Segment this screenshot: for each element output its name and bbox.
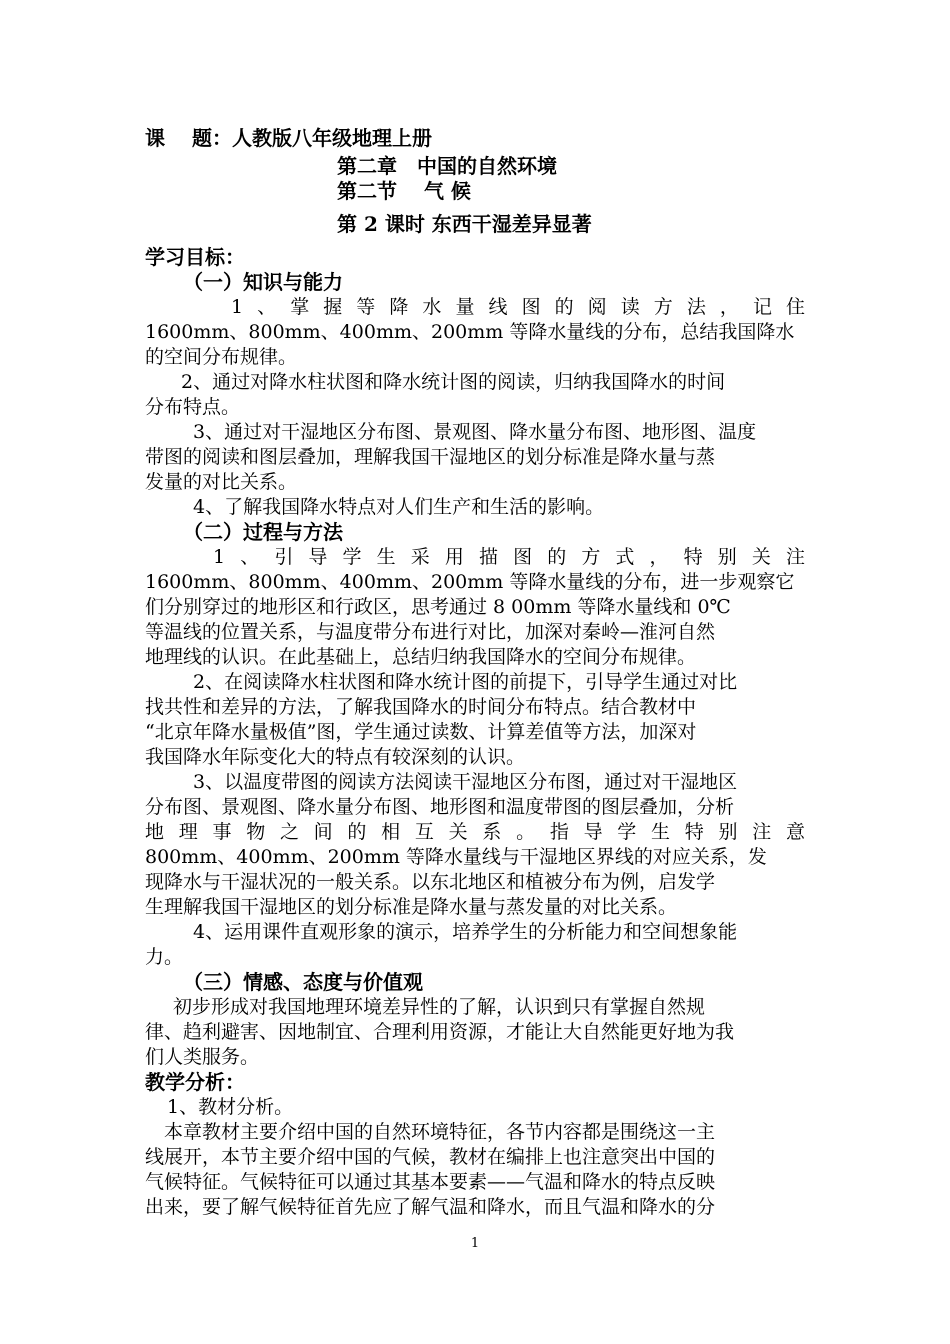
part1-item2-line1: 2、通过对降水柱状图和降水统计图的阅读，归纳我国降水的时间 <box>181 371 726 393</box>
part1-item1-line1: 1、掌握等降水量线图的阅读方法，记住 <box>231 296 805 318</box>
chapter-title: 第二章 中国的自然环境 <box>337 154 557 178</box>
part2-item1-line4: 等温线的位置关系，与温度带分布进行对比，加深对秦岭—淮河自然 <box>145 621 716 643</box>
document-body <box>145 126 805 1220</box>
part2-item3-line6: 生理解我国干湿地区的划分标准是降水量与蒸发量的对比关系。 <box>145 896 678 918</box>
part2-item2-line2: 找共性和差异的方法，了解我国降水的时间分布特点。结合教材中 <box>145 696 697 718</box>
part2-item1-line3: 们分别穿过的地形区和行政区，思考通过 8 00mm 等降水量线和 0℃ <box>145 596 731 618</box>
part1-item4: 4、了解我国降水特点对人们生产和生活的影响。 <box>193 496 605 518</box>
page-number: 1 <box>470 1236 480 1251</box>
part3-line1: 初步形成对我国地理环境差异性的了解，认识到只有掌握自然规 <box>173 996 706 1018</box>
lesson-title: 第 2 课时 东西干湿差异显著 <box>337 212 592 236</box>
part1-item3-line1: 3、通过对干湿地区分布图、景观图、降水量分布图、地形图、温度 <box>193 421 757 443</box>
course-title: 课 题：人教版八年级地理上册 <box>145 126 432 150</box>
section-title: 第二节 气 候 <box>337 179 471 203</box>
part1-item1-line2: 1600mm、800mm、400mm、200mm 等降水量线的分布，总结我国降水 <box>145 321 795 343</box>
part2-item3-line1: 3、以温度带图的阅读方法阅读干湿地区分布图，通过对干湿地区 <box>193 771 738 793</box>
part1-item3-line3: 发量的对比关系。 <box>145 471 298 493</box>
part2-item1-line2: 1600mm、800mm、400mm、200mm 等降水量线的分布，进一步观察它 <box>145 571 795 593</box>
part2-item4-line2: 力。 <box>145 946 184 968</box>
part2-item1-line1: 1、引导学生采用描图的方式，特别关注 <box>213 546 805 568</box>
part2-item3-line3: 地理事物之间的相互关系。指导学生特别注意 <box>145 821 805 843</box>
part2-item3-line5: 现降水与干湿状况的一般关系。以东北地区和植被分布为例，启发学 <box>145 871 716 893</box>
part2-item2-line1: 2、在阅读降水柱状图和降水统计图的前提下，引导学生通过对比 <box>193 671 738 693</box>
part1-item1-line3: 的空间分布规律。 <box>145 346 298 368</box>
analysis-line1: 本章教材主要介绍中国的自然环境特征，各节内容都是围绕这一主 <box>164 1121 716 1143</box>
part2-item2-line4: 我国降水年际变化大的特点有较深刻的认识。 <box>145 746 526 768</box>
part2-item2-line3: “北京年降水量极值”图，学生通过读数、计算差值等方法，加深对 <box>145 721 697 743</box>
part2-item3-line2: 分布图、景观图、降水量分布图、地形图和温度带图的图层叠加，分析 <box>145 796 735 818</box>
part3-line3: 们人类服务。 <box>145 1046 260 1068</box>
analysis-line4: 出来，要了解气候特征首先应了解气温和降水，而且气温和降水的分 <box>145 1196 716 1218</box>
part1-heading: （一）知识与能力 <box>183 270 343 294</box>
objectives-heading: 学习目标： <box>145 245 245 269</box>
analysis-line2: 线展开，本节主要介绍中国的气候，教材在编排上也注意突出中国的 <box>145 1146 716 1168</box>
analysis-subheading: 1、教材分析。 <box>167 1096 294 1118</box>
part3-line2: 律、趋利避害、因地制宜、合理利用资源，才能让大自然能更好地为我 <box>145 1021 735 1043</box>
part2-item3-line4: 800mm、400mm、200mm 等降水量线与干湿地区界线的对应关系，发 <box>145 846 767 868</box>
part2-item4-line1: 4、运用课件直观形象的演示，培养学生的分析能力和空间想象能 <box>193 921 738 943</box>
part3-heading: （三）情感、态度与价值观 <box>183 970 423 994</box>
analysis-heading: 教学分析： <box>145 1070 245 1094</box>
part1-item3-line2: 带图的阅读和图层叠加，理解我国干湿地区的划分标准是降水量与蒸 <box>145 446 716 468</box>
analysis-line3: 气候特征。气候特征可以通过其基本要素——气温和降水的特点反映 <box>145 1171 716 1193</box>
part2-item1-line5: 地理线的认识。在此基础上，总结归纳我国降水的空间分布规律。 <box>145 646 697 668</box>
part1-item2-line2: 分布特点。 <box>145 396 241 418</box>
part2-heading: （二）过程与方法 <box>183 520 343 544</box>
